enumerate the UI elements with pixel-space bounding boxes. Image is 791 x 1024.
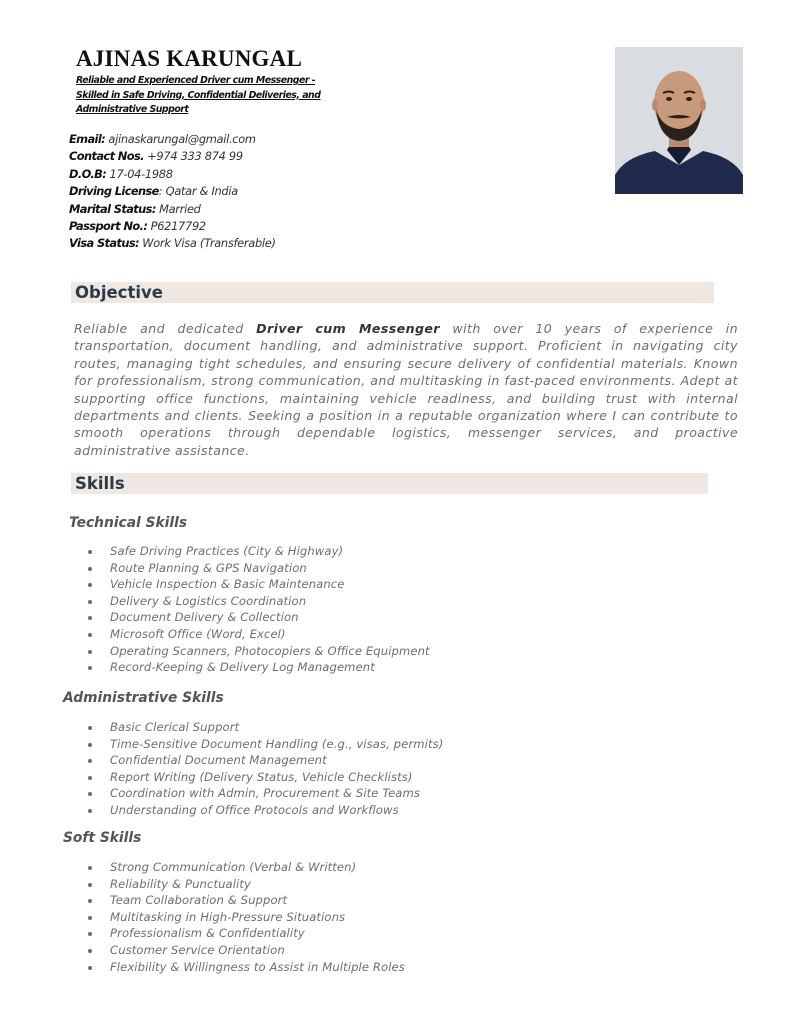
list-item: Vehicle Inspection & Basic Maintenance (86, 576, 430, 593)
list-item: Team Collaboration & Support (86, 892, 405, 909)
technical-skills-list (86, 543, 430, 676)
contact-value: Married (155, 201, 201, 216)
list-item: Record-Keeping & Delivery Log Management (86, 659, 430, 676)
list-item: Confidential Document Management (86, 752, 443, 769)
administrative-skills-title: Administrative Skills (63, 690, 224, 706)
profile-photo (615, 47, 743, 194)
contact-label: D.O.B: (69, 166, 107, 181)
administrative-skills-list (86, 719, 443, 819)
list-item: Customer Service Orientation (86, 942, 405, 959)
objective-text-intro: Reliable and dedicated (74, 321, 257, 336)
list-item: Flexibility & Willingness to Assist in Multiple Roles (86, 959, 405, 976)
list-item: Professionalism & Confidentiality (86, 925, 405, 942)
contact-value: Work Visa (Transferable) (138, 236, 276, 251)
contact-label: Marital Status: (69, 201, 156, 216)
contact-dob (69, 166, 389, 183)
contact-marital-status (69, 201, 389, 218)
objective-text-body: with over 10 years of experience in transportation, document handling, and administrative support. Proficient in navigating city routes, managing tight schedules, and ensuring secure delivery of confidential materials. Known for professionalism, strong communication, and multitasking in fast-paced environments. Adept at supporting office functions, maintaining vehicle readiness, and building trust with internal departments and clients. Seeking a position in a reputable organization where I can contribute to smooth operations through dependable logistics, messenger services, and proactive administrative assistance. (74, 321, 738, 458)
contact-value[interactable]: ajinaskarungal@gmail.com (105, 132, 256, 146)
soft-skills-list (86, 859, 405, 975)
contact-passport (69, 218, 389, 235)
contact-label: Contact Nos. (69, 149, 144, 164)
list-item: Understanding of Office Protocols and Workflows (86, 802, 443, 819)
contact-value: +974 333 874 99 (143, 149, 243, 164)
candidate-name: AJINAS KARUNGAL (76, 46, 302, 71)
list-item: Reliability & Punctuality (86, 876, 405, 893)
list-item: Delivery & Logistics Coordination (86, 593, 430, 610)
contact-label: Driving License (69, 184, 159, 199)
contact-label: Passport No.: (69, 219, 148, 234)
objective-text (74, 320, 738, 459)
list-item: Operating Scanners, Photocopiers & Office Equipment (86, 643, 430, 660)
contact-email (69, 131, 389, 148)
list-item: Document Delivery & Collection (86, 609, 430, 626)
list-item: Safe Driving Practices (City & Highway) (86, 543, 430, 560)
contact-label: Email: (69, 132, 106, 146)
objective-section-header (71, 282, 714, 303)
contact-visa-status (69, 235, 389, 252)
contact-value: 17-04-1988 (106, 166, 173, 181)
contact-phone (69, 148, 389, 165)
skills-section-header (71, 473, 708, 494)
contact-value: P6217792 (147, 219, 206, 234)
soft-skills-title: Soft Skills (63, 830, 142, 846)
profile-photo-illustration (615, 47, 743, 194)
list-item: Time-Sensitive Document Handling (e.g., visas, permits) (86, 736, 443, 753)
candidate-tagline: Reliable and Experienced Driver cum Messenger - Skilled in Safe Driving, Confidential Deliveries, and Administrative Support (76, 75, 321, 115)
list-item: Coordination with Admin, Procurement & Site Teams (86, 785, 443, 802)
technical-skills-title: Technical Skills (69, 515, 188, 531)
list-item: Strong Communication (Verbal & Written) (86, 859, 405, 876)
objective-highlight: Driver cum Messenger (256, 321, 440, 336)
list-item: Basic Clerical Support (86, 719, 443, 736)
objective-title: Objective (75, 283, 163, 302)
contact-label: Visa Status: (69, 236, 139, 251)
skills-title: Skills (75, 474, 125, 493)
list-item: Multitasking in High-Pressure Situations (86, 909, 405, 926)
contact-value: : Qatar & India (158, 184, 238, 199)
contact-details (69, 131, 389, 253)
list-item: Microsoft Office (Word, Excel) (86, 626, 430, 643)
list-item: Report Writing (Delivery Status, Vehicle Checklists) (86, 769, 443, 786)
contact-driving-license (69, 183, 389, 200)
list-item: Route Planning & GPS Navigation (86, 560, 430, 577)
